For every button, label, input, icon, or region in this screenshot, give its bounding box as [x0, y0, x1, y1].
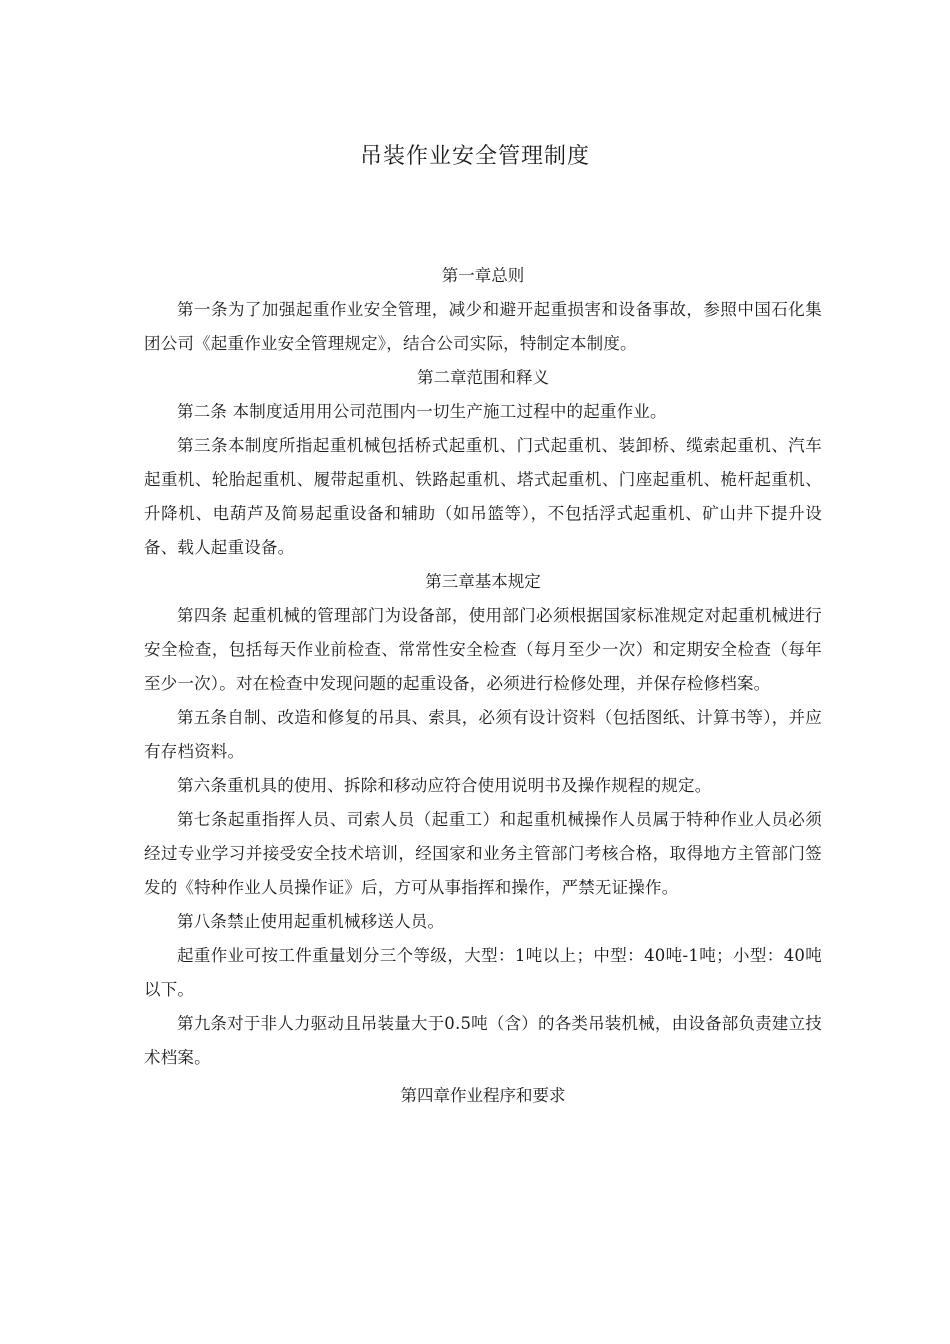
- article-6-paragraph: 第六条重机具的使用、拆除和移动应符合使用说明书及操作规程的规定。: [177, 776, 712, 795]
- article-8-paragraph: 第八条禁止使用起重机械移送人员。: [177, 912, 445, 931]
- document-body: [144, 259, 822, 1113]
- article-5-paragraph: 第五条自制、改造和修复的吊具、索具，必须有设计资料（包括图纸、计算书等），并应有存档资料。: [144, 708, 822, 761]
- article-4-paragraph: 第四条 起重机械的管理部门为设备部，使用部门必须根据国家标准规定对起重机械进行安全检查，包括每天作业前检查、常常性安全检查（每月至少一次）和定期安全检查（每年至少一次）。对在检查中发现问题的起重设备，必须进行检修处理，并保存检修档案。: [144, 606, 822, 693]
- chapter-3-heading: 第三章基本规定: [425, 572, 541, 591]
- chapter-1-heading: 第一章总则: [441, 266, 525, 285]
- article-9-paragraph: 第九条对于非人力驱动且吊装量大于0.5吨（含）的各类吊装机械，由设备部负责建立技术档案。: [144, 1014, 822, 1067]
- article-7-paragraph: 第七条起重指挥人员、司索人员（起重工）和起重机械操作人员属于特种作业人员必须经过专业学习并接受安全技术培训，经国家和业务主管部门考核合格，取得地方主管部门签发的《特种作业人员操作证》后，方可从事指挥和操作，严禁无证操作。: [144, 810, 822, 897]
- article-1-paragraph: 第一条为了加强起重作业安全管理，减少和避开起重损害和设备事故，参照中国石化集团公司《起重作业安全管理规定》，结合公司实际，特制定本制度。: [144, 300, 822, 353]
- article-2-paragraph: 第二条 本制度适用用公司范围内一切生产施工过程中的起重作业。: [177, 402, 667, 421]
- chapter-2-heading: 第二章范围和释义: [417, 368, 549, 387]
- document-title: 吊装作业安全管理制度: [359, 144, 590, 169]
- chapter-4-heading: 第四章作业程序和要求: [400, 1086, 566, 1105]
- crane-grade-paragraph: 起重作业可按工件重量划分三个等级，大型：1吨以上；中型：40吨-1吨；小型：40吨以下。: [144, 946, 822, 999]
- article-3-paragraph: 第三条本制度所指起重机械包括桥式起重机、门式起重机、装卸桥、缆索起重机、汽车起重机、轮胎起重机、履带起重机、铁路起重机、塔式起重机、门座起重机、桅杆起重机、升降机、电葫芦及简易起重设备和辅助（如吊篮等），不包括浮式起重机、矿山井下提升设备、载人起重设备。: [144, 436, 822, 557]
